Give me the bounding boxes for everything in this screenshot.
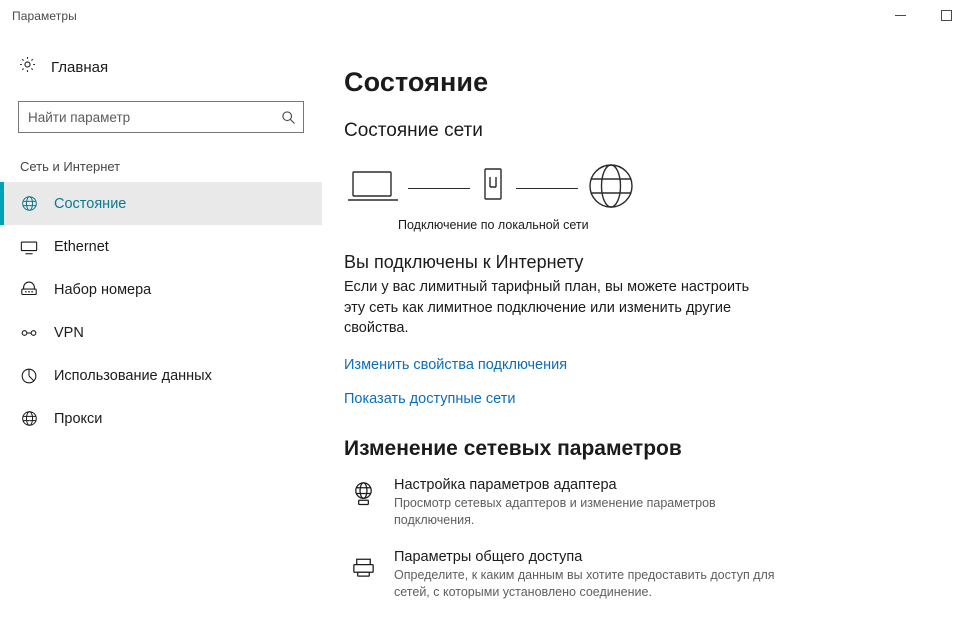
option-sharing-options-description: Определите, к каким данным вы хотите предоставить доступ для сетей, с которыми установлено соединение.: [394, 568, 775, 600]
option-adapter-settings-title: Настройка параметров адаптера: [394, 476, 617, 493]
sidebar-item-home-label: Главная: [51, 58, 109, 76]
search-icon[interactable]: [273, 102, 303, 132]
sidebar-group-title: Сеть и Интернет: [20, 159, 121, 174]
sidebar-item-vpn-label: VPN: [54, 324, 84, 341]
sidebar-item-dialup[interactable]: [0, 268, 322, 311]
option-sharing-options-title: Параметры общего доступа: [394, 549, 583, 566]
ethernet-icon: [20, 238, 38, 256]
network-adapter-icon: [478, 165, 508, 212]
maximize-icon: [941, 10, 952, 21]
selection-indicator: [0, 182, 4, 225]
option-adapter-settings-description: Просмотр сетевых адаптеров и изменение параметров подключения.: [394, 495, 716, 527]
window-body: [0, 31, 969, 642]
sidebar-item-status[interactable]: [0, 182, 322, 225]
minimize-button[interactable]: [877, 0, 923, 31]
sidebar-item-proxy-label: Прокси: [54, 410, 103, 427]
sidebar-item-proxy[interactable]: [0, 397, 322, 440]
sidebar-item-vpn[interactable]: [0, 311, 322, 354]
option-adapter-settings[interactable]: [344, 477, 929, 530]
sidebar-item-ethernet[interactable]: [0, 225, 322, 268]
sidebar: [0, 31, 322, 642]
search-input[interactable]: [19, 110, 273, 125]
network-settings-heading: Изменение сетевых параметров: [344, 436, 682, 460]
change-connection-properties-link[interactable]: Изменить свойства подключения: [344, 356, 568, 373]
proxy-globe-icon: [20, 410, 38, 428]
title-bar: [0, 0, 969, 31]
sidebar-item-status-label: Состояние: [54, 195, 127, 212]
maximize-button[interactable]: [923, 0, 969, 31]
page-title: Состояние: [344, 67, 489, 97]
connection-status: Вы подключены к Интернету: [344, 252, 584, 272]
diagram-line-right: [516, 188, 578, 189]
data-usage-icon: [20, 367, 38, 385]
vpn-icon: [20, 324, 38, 342]
diagram-line-left: [408, 188, 470, 189]
globe-icon: [586, 161, 636, 216]
connection-description: Если у вас лимитный тарифный план, вы можете настроить эту сеть как лимитное подключение или изменить другие свойства.: [344, 279, 750, 337]
laptop-icon: [346, 166, 400, 211]
sidebar-item-dialup-label: Набор номера: [54, 281, 152, 298]
main-content: [322, 31, 969, 642]
show-available-networks-link[interactable]: Показать доступные сети: [344, 390, 516, 407]
sidebar-item-home[interactable]: [0, 47, 322, 87]
search-box[interactable]: [18, 101, 304, 133]
diagram-caption: Подключение по локальной сети: [398, 218, 589, 232]
network-status-heading: Состояние сети: [344, 120, 483, 141]
sidebar-item-data-usage-label: Использование данных: [54, 367, 212, 384]
window-title: Параметры: [12, 8, 77, 23]
adapter-settings-icon: [348, 479, 378, 509]
option-sharing-options[interactable]: [344, 549, 929, 602]
globe-icon: [20, 195, 38, 213]
sidebar-item-data-usage[interactable]: [0, 354, 322, 397]
gear-icon: [18, 55, 37, 79]
minimize-icon: [895, 10, 906, 21]
dialup-icon: [20, 281, 38, 299]
sidebar-item-ethernet-label: Ethernet: [54, 238, 109, 255]
sharing-options-icon: [348, 551, 378, 581]
network-diagram: [346, 160, 929, 216]
